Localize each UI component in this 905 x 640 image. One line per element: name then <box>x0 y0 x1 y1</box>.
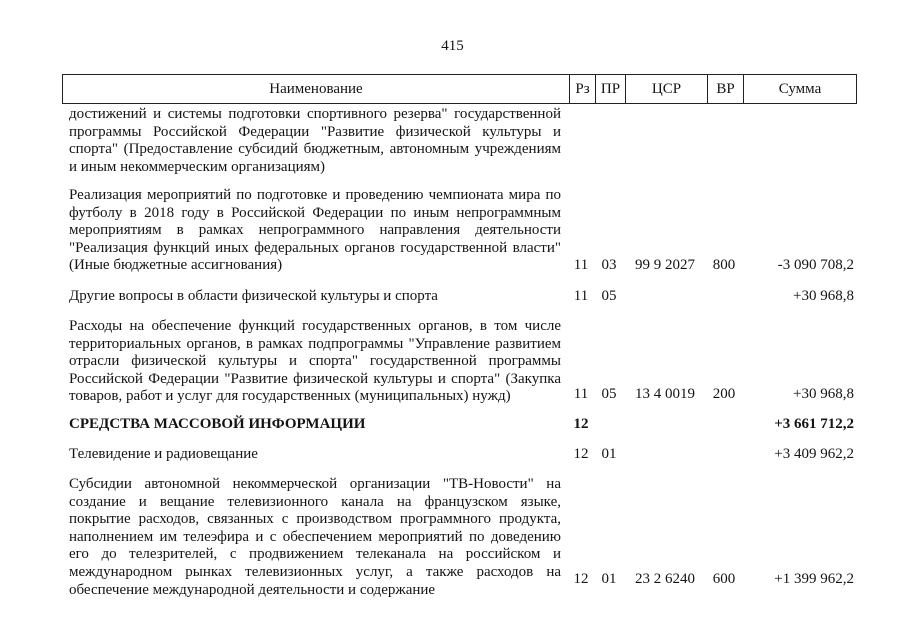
row-sum: +30 968,8 <box>793 288 854 304</box>
row-sum: +3 409 962,2 <box>774 446 854 462</box>
row-name: достижений и системы подготовки спортивного резерва" государственной программы Российской Федерации "Развитие физической культуры и спорта" (Предоставление субсидий бюджетным, автономным учреждениям и иным некоммерческим организациям) <box>69 106 561 175</box>
row-csr: 23 2 6240 <box>635 571 695 587</box>
row-name: Реализация мероприятий по подготовке и проведению чемпионата мира по футболу в 2018 году в Российской Федерации по иным непрограммным мероприятиям в рамках непрограммного направления деятельности "Реализация функций иных федеральных органов государственной власти" (Иные бюджетные ассигнования) <box>69 187 561 274</box>
row-vr: 200 <box>712 386 736 402</box>
row-sum: -3 090 708,2 <box>777 257 854 273</box>
row-pr: 05 <box>601 288 617 304</box>
header-sum: Сумма <box>743 75 856 103</box>
row-sum: +3 661 712,2 <box>774 416 854 432</box>
row-pr: 05 <box>601 386 617 402</box>
row-rz: 11 <box>573 386 589 402</box>
header-vr: ВР <box>707 75 743 103</box>
header-csr: ЦСР <box>625 75 707 103</box>
row-csr: 99 9 2027 <box>635 257 695 273</box>
row-vr: 600 <box>712 571 736 587</box>
row-pr: 03 <box>601 257 617 273</box>
row-rz: 12 <box>573 416 589 432</box>
page-number: 415 <box>441 38 464 54</box>
row-name: Телевидение и радиовещание <box>69 446 258 462</box>
header-pr: ПР <box>595 75 625 103</box>
row-name: СРЕДСТВА МАССОВОЙ ИНФОРМАЦИИ <box>69 416 366 432</box>
row-pr: 01 <box>601 446 617 462</box>
header-name: Наименование <box>269 80 363 97</box>
row-rz: 12 <box>573 571 589 587</box>
row-name: Другие вопросы в области физической культуры и спорта <box>69 288 438 304</box>
row-sum: +1 399 962,2 <box>774 571 854 587</box>
row-name: Субсидии автономной некоммерческой организации "ТВ-Новости" на создание и вещание телевизионного канала на французском языке, покрытие расходов, связанных с производством программного продукта, наполнением им телеэфира и с обеспечением мероприятий по доведению его до телезрителей, с продвижением телеканала на российском и международном рынках телевизионных услуг, а также расходов на обеспечение международной деятельности и содержание <box>69 476 561 598</box>
row-pr: 01 <box>601 571 617 587</box>
row-sum: +30 968,8 <box>793 386 854 402</box>
row-csr: 13 4 0019 <box>635 386 695 402</box>
table-header <box>62 74 857 104</box>
header-rz: Рз <box>569 75 595 103</box>
row-rz: 12 <box>573 446 589 462</box>
row-rz: 11 <box>573 257 589 273</box>
row-rz: 11 <box>573 288 589 304</box>
row-vr: 800 <box>712 257 736 273</box>
row-name: Расходы на обеспечение функций государственных органов, в том числе территориальных органов, в рамках подпрограммы "Управление развитием отрасли физической культуры и спорта" государственной программы Российской Федерации "Развитие физической культуры и спорта" (Закупка товаров, работ и услуг для государственных (муниципальных) нужд) <box>69 318 561 405</box>
